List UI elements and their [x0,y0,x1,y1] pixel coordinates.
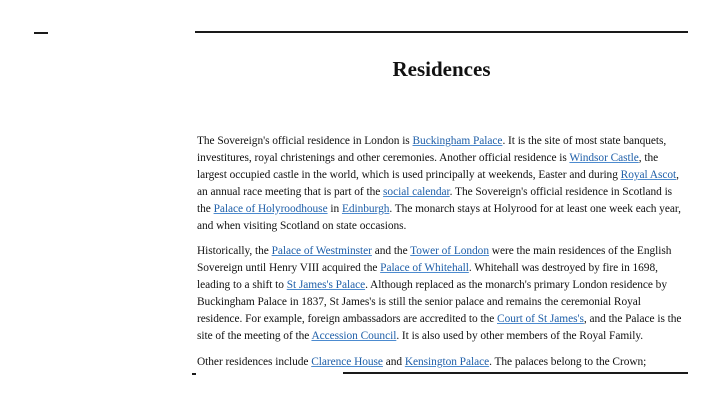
text-span: . Although replaced as the monarch's primary London residence by Buckingham Palace in 1837, St James's is still the senior palace and remains the ceremonial Royal residence. For example, foreign ambassadors are accredited to the [197,279,667,326]
link-court-of-st-jamess[interactable]: Court of St James's [497,313,584,326]
text-span: Other residences include [197,355,312,368]
link-palace-of-westminster[interactable]: Palace of Westminster [271,245,372,258]
text-span: , an annual race meeting that is part of the [197,168,679,198]
link-kensington-palace[interactable]: Kensington Palace [404,355,490,368]
text-span: were the main residences of the English Sovereign until Henry VIII acquired the [197,245,672,275]
article-body [197,133,687,380]
text-span: The Sovereign's official residence in London is [197,135,413,147]
link-clarence-house[interactable]: Clarence House [311,355,383,368]
left-margin-dash [34,32,48,34]
link-tower-of-london[interactable]: Tower of London [410,245,489,258]
link-palace-of-holyroodhouse[interactable]: Palace of Holyroodhouse [213,202,328,215]
text-span: Historically, the [197,245,272,258]
link-royal-ascot[interactable]: Royal Ascot [620,168,677,181]
link-st-jamess-palace[interactable]: St James's Palace [286,279,366,292]
page-title: Residences [392,57,491,81]
text-span: . The Sovereign's official residence in Scotland is the [197,185,673,215]
text-span: . The monarch stays at Holyrood for at least one week each year, and when visiting Scotland on state occasions. [197,202,681,232]
text-span: , and the Palace is the site of the meeting of the [197,313,682,342]
link-edinburgh[interactable]: Edinburgh [341,202,390,215]
link-palace-of-whitehall[interactable]: Palace of Whitehall [380,262,469,275]
link-social-calendar[interactable]: social calendar [383,185,450,198]
header-rule [195,31,688,33]
link-accession-council[interactable]: Accession Council [311,329,397,342]
paragraph-official-residences [197,133,687,234]
section-tick [192,373,196,375]
paragraph-other-residences [197,354,687,371]
text-span: . It is the site of most state banquets, investitures, royal christenings and other ceremonies. Another official residence is [197,135,667,164]
text-span: in [327,202,342,215]
text-span: and [382,355,405,368]
text-span: . The palaces belong to the Crown; [489,355,647,368]
text-span: . It is also used by other members of the Royal Family. [396,329,644,342]
text-span: and the [371,245,411,258]
text-span: . Whitehall was destroyed by fire in 1698, leading to a shift to [197,262,658,292]
link-buckingham-palace[interactable]: Buckingham Palace [412,135,503,147]
section-rule [343,372,688,374]
link-windsor-castle[interactable]: Windsor Castle [569,151,639,164]
paragraph-historical-residences [197,243,687,344]
text-span: , the largest occupied castle in the world, which is used principally at weekends, Easter and during [197,151,659,181]
